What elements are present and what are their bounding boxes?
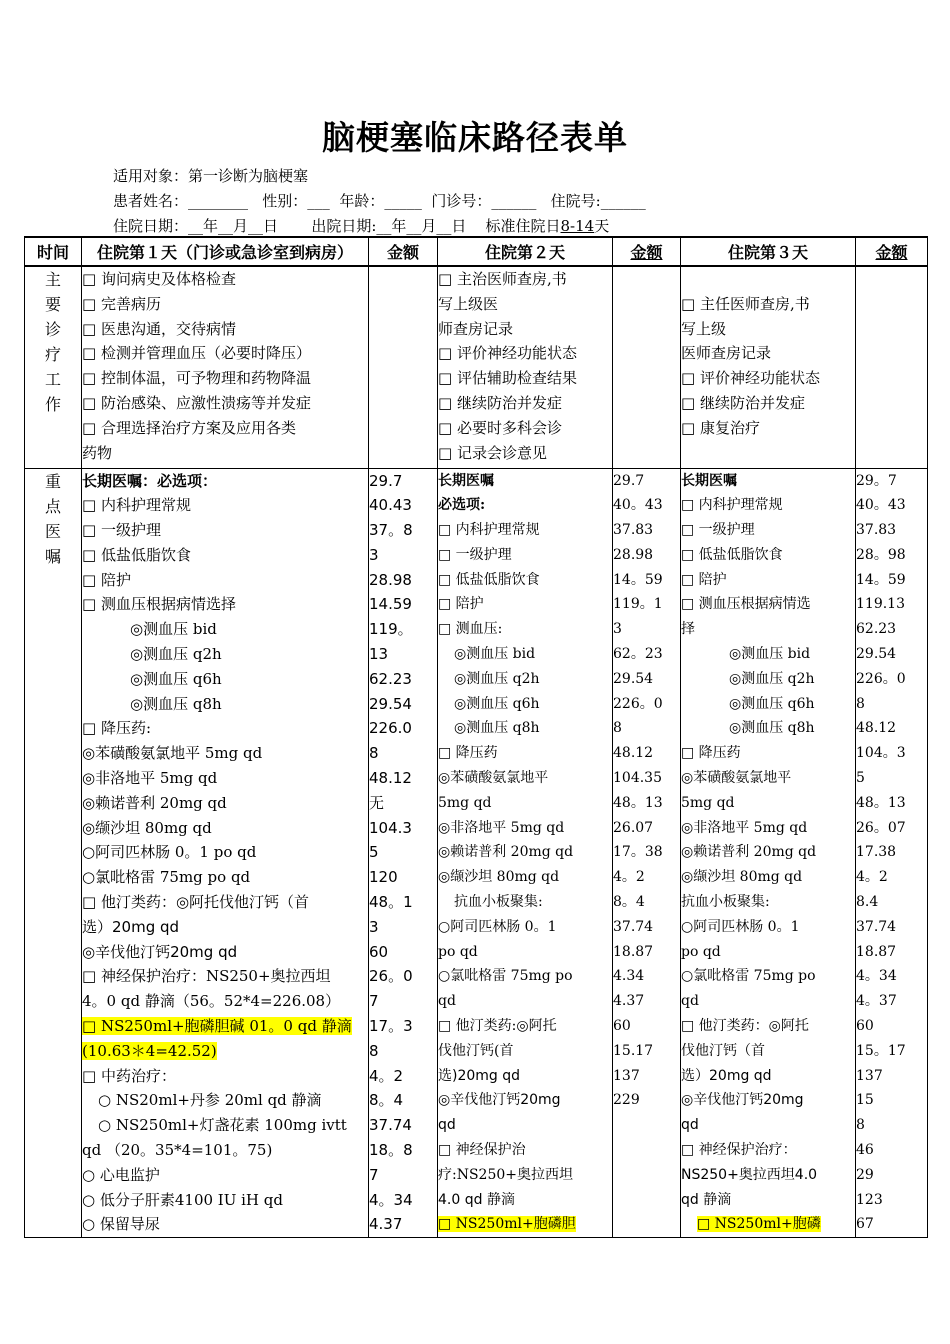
header-amount-1: 金额 — [369, 237, 438, 266]
day3-orders-amount: 29。7 40。43 37.83 28。98 14。59 119.13 62.23 29.54 226。0 8 48.12 104。3 5 48。13 26。07 17.38 4。2 8.4 37.74 18.87 4。34 4。37 60 15。17 137 15 8 46 29 123 67 — [856, 468, 928, 1238]
day2-work-cell: □ 主治医师查房,书 写上级医 师查房记录 □ 评价神经功能状态 □ 评估辅助检查结果 □ 继续防治并发症 □ 必要时多科会诊 □ 记录会诊意见 — [438, 266, 613, 468]
header-day1: 住院第１天（门诊或急诊室到病房） — [82, 237, 369, 266]
day1-work-cell: □ 询问病史及体格检查 □ 完善病历 □ 医患沟通，交待病情 □ 检测并管理血压（必要时降压） □ 控制体温，可予物理和药物降温 □ 防治感染、应激性溃疡等并发症 □ 合理选择治疗方案及应用各类 药物 — [82, 266, 369, 468]
header-amount-3: 金额 — [856, 237, 928, 266]
info-scope: 适用对象：第一诊断为脑梗塞 — [113, 167, 309, 185]
day1-orders-cell: 长期医嘱：必选项： □ 内科护理常规 □ 一级护理 □ 低盐低脂饮食 □ 陪护 □ 测血压根据病情选择 ◎测血压 bid ◎测血压 q2h ◎测血压 q6h ◎测血压 q8h □ 降压药: ◎苯磺酸氨氯地平 5mg qd ◎非洛地平 5mg qd ◎赖诺普利 20mg qd ◎缬沙坦 80mg qd ○阿司匹林肠 0。1 po qd ○氯吡格雷 75mg po qd □ 他汀类药：◎阿托伐他汀钙（首 选）20mg qd ◎辛伐他汀钙20mg qd □ 神经保护治疗：NS250+奥拉西坦 4。0 qd 静滴（56。52*4=226.08） □ NS250ml+胞磷胆碱 01。0 qd 静滴 (10.63＊4=42.52) □ 中药治疗： ○ NS20ml+丹参 20ml qd 静滴 ○ NS250ml+灯盏花素 100mg ivtt qd （20。35*4=101。75) ○ 心电监护 ○ 低分子肝素4100 IU iH qd ○ 保留导尿 — [82, 468, 369, 1238]
day3-work-amount — [856, 266, 928, 468]
day2-orders-cell: 长期医嘱 必选项: □ 内科护理常规 □ 一级护理 □ 低盐低脂饮食 □ 陪护 □ 测血压: ◎测血压 bid ◎测血压 q2h ◎测血压 q6h ◎测血压 q8h □ 降压药 ◎苯磺酸氨氯地平 5mg qd ◎非洛地平 5mg qd ◎赖诺普利 20mg qd ◎缬沙坦 80mg qd 抗血小板聚集: ○阿司匹林肠 0。1 po qd ○氯吡格雷 75mg po qd □ 他汀类药:◎阿托 伐他汀钙(首 选)20mg qd ◎辛伐他汀钙20mg qd □ 神经保护治 疗:NS250+奥拉西坦 4.0 qd 静滴 □ NS250ml+胞磷胆 — [438, 468, 613, 1238]
label-main-work: 主 要 诊 疗 工 作 — [25, 266, 82, 468]
label-key-orders: 重 点 医 嘱 — [25, 468, 82, 1238]
pathway-table — [24, 236, 928, 1238]
header-amount-2: 金额 — [613, 237, 681, 266]
header-row — [25, 237, 928, 266]
info-patient: 患者姓名：________ 性别：___ 年龄：_____ 门诊号：______ 住院号:______ — [113, 192, 646, 210]
page-title: 脑梗塞临床路径表单 — [322, 118, 628, 157]
header-time: 时间 — [25, 237, 82, 266]
info-dates-text: 住院日期：__年__月__日 出院日期:__年__月__日 标准住院日 — [113, 217, 561, 235]
day3-work-cell: □ 主任医师查房,书 写上级 医师查房记录 □ 评价神经功能状态 □ 继续防治并发症 □ 康复治疗 — [681, 266, 856, 468]
info-dates — [113, 215, 609, 236]
day1-work-amount — [369, 266, 438, 468]
day2-orders-amount: 29.7 40。43 37.83 28.98 14。59 119。1 3 62。23 29.54 226。0 8 48.12 104.35 48。13 26.07 17。38 4。2 8。4 37.74 18.87 4.34 4.37 60 15.17 137 229 — [613, 468, 681, 1238]
day1-orders-amount: 29.7 40.43 37。8 3 28.98 14.59 119。 13 62.23 29.54 226.0 8 48.12 无 104.3 5 120 48。1 3 60 26。0 7 17。3 8 4。2 8。4 37.74 18。8 7 4。34 4.37 — [369, 468, 438, 1238]
info-standard-days: 8-14 — [560, 217, 595, 235]
day2-work-amount — [613, 266, 681, 468]
info-days-unit: 天 — [594, 217, 610, 235]
row-main-work — [25, 266, 928, 468]
row-key-orders — [25, 468, 928, 1238]
header-day2: 住院第２天 — [438, 237, 613, 266]
day3-orders-cell: 长期医嘱 □ 内科护理常规 □ 一级护理 □ 低盐低脂饮食 □ 陪护 □ 测血压根据病情选 择 ◎测血压 bid ◎测血压 q2h ◎测血压 q6h ◎测血压 q8h □ 降压药 ◎苯磺酸氨氯地平 5mg qd ◎非洛地平 5mg qd ◎赖诺普利 20mg qd ◎缬沙坦 80mg qd 抗血小板聚集: ○阿司匹林肠 0。1 po qd ○氯吡格雷 75mg po qd □ 他汀类药：◎阿托 伐他汀钙（首 选）20mg qd ◎辛伐他汀钙20mg qd □ 神经保护治疗： NS250+奥拉西坦4.0 qd 静滴 □ NS250ml+胞磷 — [681, 468, 856, 1238]
header-day3: 住院第３天 — [681, 237, 856, 266]
